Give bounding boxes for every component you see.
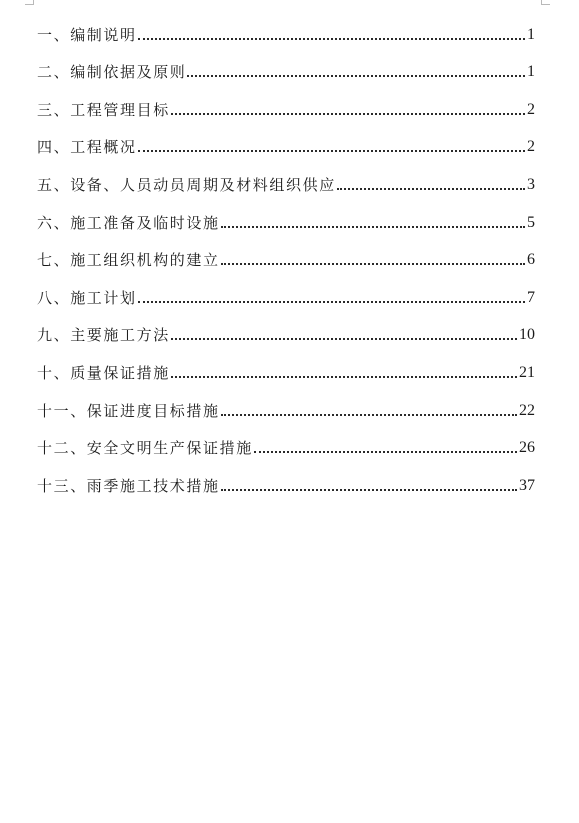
toc-dot-leader [337,188,525,190]
toc-entry[interactable] [37,82,535,120]
toc-entry-page-number: 2 [527,100,535,118]
toc-entry-page-number: 2 [527,138,535,156]
toc-dot-leader [171,376,517,378]
toc-entry[interactable] [37,195,535,233]
toc-dot-leader [221,489,517,491]
toc-entry-page-number: 10 [519,326,535,344]
toc-entry-title: 七、施工组织机构的建立 [37,251,220,270]
toc-entry[interactable] [37,308,535,346]
toc-entry[interactable] [37,233,535,271]
toc-entry-page-number: 1 [527,25,535,43]
crop-mark-top-right [541,0,550,5]
toc-entry[interactable] [37,270,535,308]
toc-entry-title: 九、主要施工方法 [37,326,170,345]
toc-entry[interactable] [37,45,535,83]
toc-dot-leader [171,113,525,115]
toc-entry-title: 五、设备、人员动员周期及材料组织供应 [37,175,336,194]
toc-entry-page-number: 37 [519,476,535,494]
toc-entry[interactable] [37,383,535,421]
toc-entry-page-number: 1 [527,63,535,81]
toc-entry[interactable] [37,458,535,496]
toc-entry-title: 三、工程管理目标 [37,100,170,119]
toc-entry-title: 十一、保证进度目标措施 [37,401,220,420]
toc-entry-title: 十二、安全文明生产保证措施 [37,439,253,458]
toc-entry-page-number: 21 [519,363,535,381]
toc-entry-title: 二、编制依据及原则 [37,63,187,82]
toc-entry-title: 八、施工计划 [37,288,137,307]
toc-entry-title: 一、编制说明 [37,25,137,44]
table-of-contents [37,7,535,496]
toc-dot-leader [221,414,517,416]
toc-entry[interactable] [37,120,535,158]
toc-entry-page-number: 22 [519,401,535,419]
toc-entry[interactable] [37,421,535,459]
toc-entry-title: 十、质量保证措施 [37,363,170,382]
toc-entry-page-number: 6 [527,251,535,269]
toc-entry-page-number: 26 [519,439,535,457]
toc-entry[interactable] [37,345,535,383]
toc-entry-title: 六、施工准备及临时设施 [37,213,220,232]
toc-dot-leader [187,75,525,77]
toc-dot-leader [138,38,525,40]
toc-entry-page-number: 3 [527,175,535,193]
toc-dot-leader [138,150,525,152]
toc-entry-title: 十三、雨季施工技术措施 [37,476,220,495]
toc-entry[interactable] [37,157,535,195]
toc-entry-page-number: 5 [527,213,535,231]
toc-dot-leader [221,226,525,228]
toc-entry-title: 四、工程概况 [37,138,137,157]
toc-dot-leader [138,301,525,303]
toc-dot-leader [221,263,525,265]
toc-dot-leader [171,338,517,340]
toc-entry-page-number: 7 [527,288,535,306]
toc-entry[interactable] [37,7,535,45]
crop-mark-top-left [25,0,34,5]
toc-dot-leader [254,451,517,453]
